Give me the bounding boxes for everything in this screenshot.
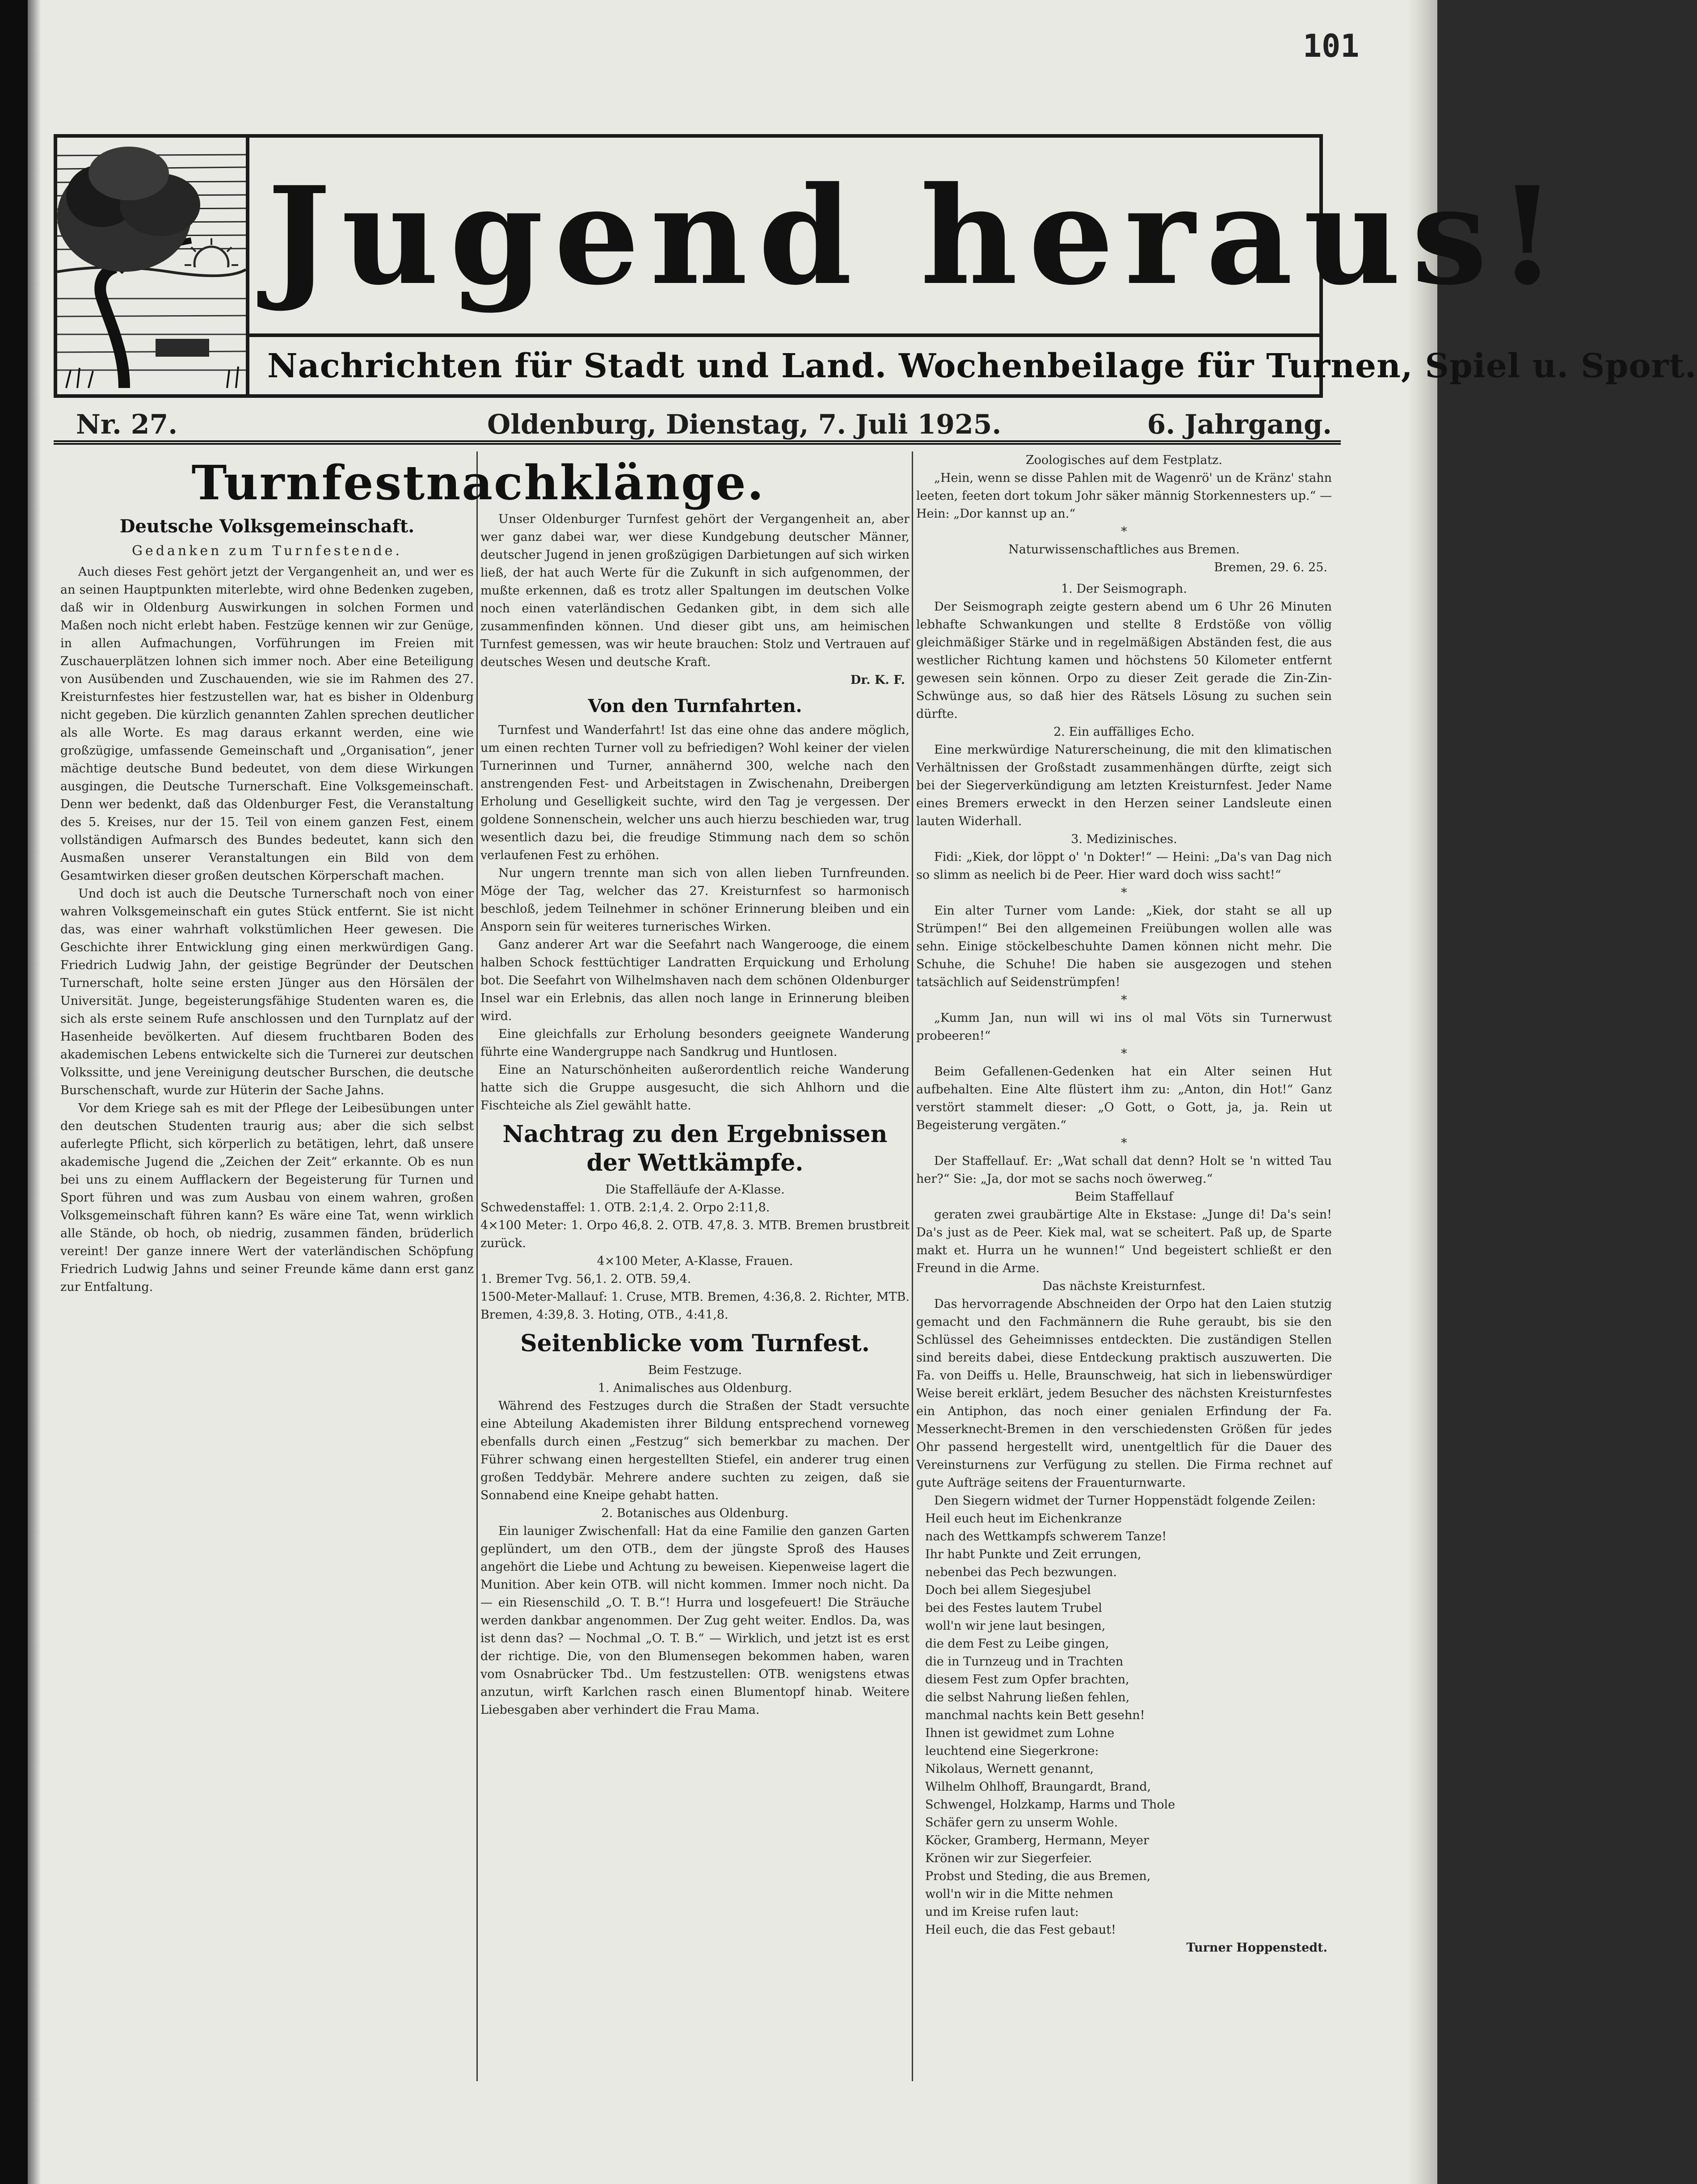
poem-line: manchmal nachts kein Bett gesehn! [925,1708,1145,1722]
article-subtitle: Beim Festzuge. [648,1363,742,1377]
issue-number: Nr. 27. [76,409,178,440]
article-title: Deutsche Volksgemeinschaft. [119,516,415,537]
anecdote: Ein alter Turner vom Lande: „Kiek, dor staht se all up Strümpen!“ Bei den allgemeinen Freiübungen wollen alle was sehn. Einige stöckelbeschuhte Damen können nicht mehr. Die Schuhe, die Schuhe! Die haben sie ausgezogen und stehen tatsächlich auf Seidenstrümpfen! [916,904,1332,989]
gutter-shadow [28,0,41,2184]
poem-line: Ihnen ist gewidmet zum Lohne [925,1726,1115,1740]
section-heading: 1. Der Seismograph. [1061,582,1187,596]
poem-line: die selbst Nahrung ließen fehlen, [925,1691,1130,1704]
star-divider: * [1121,525,1127,539]
article-paragraph: Turnfest und Wanderfahrt! Ist das eine ohne das andere möglich, um einen rechten Turner voll zu befriedigen? Wohl keiner der vielen Turnerinnen und Turner, annähernd 300, welche nach den anstrengenden Fest- und Arbeitstagen in Zwischenahn, Dreibergen Erholung und Geselligkeit suchte, wird den Tag je vergessen. Der goldene Sonnenschein, welcher uns auch hierzu beschieden war, trug wesentlich dazu bei, die freudige Stimmung nach dem so schön verlaufenen Fest zu erhöhen. [480,723,910,862]
poem-line: Heil euch heut im Eichenkranze [925,1512,1122,1526]
section-heading: Das nächste Kreisturnfest. [1042,1279,1206,1293]
book-spine-shadow [0,0,28,2184]
results-list [480,1199,910,1324]
poem-signature: Turner Hoppenstedt. [1186,1941,1327,1955]
result-line: 1500-Meter-Mallauf: 1. Cruse, MTB. Bremen, 4:36,8. 2. Richter, MTB. Bremen, 4:39,8. 3. Hoting, OTB., 4:41,8. [480,1290,910,1322]
article-paragraph: „Hein, wenn se disse Pahlen mit de Wagenrö' un de Kränz' stahn leeten, feeten dort tokum Johr säker männig Storkennesters up.“ — Hein: „Dor kannst up an.“ [916,471,1332,521]
poem-line: Köcker, Gramberg, Hermann, Meyer [925,1834,1149,1847]
section-heading: 2. Botanisches aus Oldenburg. [601,1506,789,1520]
article-paragraph: Der Seismograph zeigte gestern abend um 6 Uhr 26 Minuten lebhafte Schwankungen und stellte 8 Erdstöße von völlig gleichmäßiger Stärke und in regelmäßigen Abständen fest, die aus westlicher Richtung kamen und höchstens 50 Kilometer entfernt gewesen sein können. Orpo zu dieser Zeit gerade die Zin-Zin-Schwünge aus, so daß hier des Rätsels Lösung zu suchen sein dürfte. [916,600,1332,721]
star-divider: * [1121,886,1127,900]
article-paragraph: Fidi: „Kiek, dor löppt o' 'n Dokter!“ — Heini: „Da's van Dag nich so slimm as neelich bi de Peer. Hier ward doch wiss sacht!“ [916,850,1332,882]
poem-line: Doch bei allem Siegesjubel [925,1583,1091,1597]
newspaper-title: Jugend heraus! [267,157,1568,315]
issue-rule [54,440,1341,445]
poem-line: woll'n wir in die Mitte nehmen [925,1887,1113,1901]
star-divider: * [1121,1136,1127,1150]
section-heading: 3. Medizinisches. [1071,832,1177,846]
issue-date: Oldenburg, Dienstag, 7. Juli 1925. [487,409,1002,440]
article-title: Seitenblicke vom Turnfest. [520,1330,870,1357]
poem-line: Probst und Steding, die aus Bremen, [925,1869,1151,1883]
article-paragraph: Nur ungern trennte man sich von allen lieben Turnfreunden. Möge der Tag, welcher das 27. Kreisturnfest so harmonisch beschloß, jedem Teilnehmer in schöner Erinnerung bleiben und ein Ansporn sein für weiteres turnerisches Wirken. [480,866,910,934]
anecdote: Beim Gefallenen-Gedenken hat ein Alter seinen Hut aufbehalten. Eine Alte flüstert ihm zu: „Anton, din Hot!“ Ganz verstört stammelt dieser: „O Gott, o Gott, ja, ja. Rein ut Begeisterung vergäten.“ [916,1065,1332,1132]
tree-landscape-illustration [57,138,246,394]
poem-line: bei des Festes lautem Trubel [925,1601,1102,1615]
article-paragraph: geraten zwei graubärtige Alte in Ekstase: „Junge di! Da's sein! Da's just as de Peer. Kiek mal, wat se scheitert. Paß up, de Sparte makt et. Hurra un he wunnen!“ Und begeistert schließt er den Freund in die Arme. [916,1208,1332,1275]
section-heading: Zoologisches auf dem Festplatz. [1026,453,1222,467]
poem-line: Nikolaus, Wernett genannt, [925,1762,1094,1776]
column-divider [912,451,913,2081]
section-heading: 2. Ein auffälliges Echo. [1053,725,1195,739]
section-heading: Naturwissenschaftliches aus Bremen. [1008,543,1240,557]
poem-line: Schäfer gern zu unserm Wohle. [925,1816,1118,1830]
result-line: 1. Bremer Tvg. 56,1. 2. OTB. 59,4. [480,1272,691,1286]
result-line: 4×100 Meter: 1. Orpo 46,8. 2. OTB. 47,8. 3. MTB. Bremen brustbreit zurück. [480,1218,910,1250]
dateline: Bremen, 29. 6. 25. [1214,561,1327,574]
result-line: 4×100 Meter, A-Klasse, Frauen. [597,1254,793,1268]
article-title: Nachtrag zu den Ergebnissen der Wettkämpfe. [502,1121,888,1176]
article-subtitle: Gedanken zum Turnfestende. [132,543,402,559]
article-paragraph: Ganz anderer Art war die Seefahrt nach Wangerooge, die einem halben Schock festtüchtiger Landratten Erquickung und Erholung bot. Die Seefahrt von Wilhelmshaven nach dem schönen Oldenburger Insel war ein Erlebnis, das allen noch lange in Erinnerung bleiben wird. [480,938,910,1023]
page-number: 101 [1303,28,1360,64]
section-heading: Beim Staffellauf [1075,1190,1173,1204]
column-2 [480,451,910,2081]
anecdote: Der Staffellauf. Er: „Wat schall dat denn? Holt se 'n witted Tau her?“ Sie: „Ja, dor mot se sachs noch öwerweg.“ [916,1154,1332,1186]
article-paragraph: Ein launiger Zwischenfall: Hat da eine Familie den ganzen Garten geplündert, um den OTB., dem der jüngste Sproß des Hauses angehört die Liebe und Achtung zu beweisen. Kiepenweise lagert die Munition. Aber kein OTB. will nicht kommen. Immer noch nicht. Da — ein Riesenschild „O. T. B.“! Hurra und losgefeuert! Die Sträuche werden dankbar angenommen. Der Zug geht weiter. Endlos. Da, was ist denn das? — Nochmal „O. T. B.“ — Wirklich, und jetzt ist es erst der richtige. Die, von den Blumensegen bekommen haben, waren vom Osnabrücker Tbd.. Um festzustellen: OTB. wenigstens etwas anzutun, wirft Karlchen rasch einen Blumentopf hinab. Weitere Liebesgaben aber verhindert die Frau Mama. [480,1524,910,1717]
column-divider [476,451,478,2081]
poem-line: und im Kreise rufen laut: [925,1905,1079,1919]
issue-volume: 6. Jahrgang. [1147,409,1332,440]
poem-line: Wilhelm Ohlhoff, Braungardt, Brand, [925,1780,1151,1794]
article-paragraph: Eine gleichfalls zur Erholung besonders geeignete Wanderung führte eine Wandergruppe nach Sandkrug und Huntlosen. [480,1027,910,1059]
article-paragraph: Und doch ist auch die Deutsche Turnerschaft noch von einer wahren Volksgemeinschaft ein gutes Stück entfernt. Sie ist nicht das, was einer wahrhaft volkstümlichen Heer gewesen. Die Geschichte ihrer Entwicklung ging einen merkwürdigen Gang. Friedrich Ludwig Jahn, der geistige Begründer der Deutschen Turnerschaft, holte seine ersten Jünger aus den Hörsälen der Universität. Junge, begeisterungsfähige Studenten waren es, die sich als erste seinem Rufe anschlossen und den Turnplatz auf der Hasenheide bevölkerten. Auf diesem fruchtbaren Boden des akademischen Lebens entwickelte sich die Turnerei zur deutschen Volkssitte, und jene Vereinigung deutscher Burschen, die deutsche Burschenschaft, wurde zur Hüterin der Sache Jahns. [60,887,474,1097]
article-paragraph: Eine merkwürdige Naturerscheinung, die mit den klimatischen Verhältnissen der Großstadt zusammenhängen dürfte, zeigt sich bei der Siegerverkündigung am letzten Kreisturnfest. Jeder Name eines Bremers erweckt in den Herzen seiner Landsleute einen lauten Widerhall. [916,743,1332,828]
results-intro: Die Staffelläufe der A-Klasse. [605,1183,785,1197]
poem-line: die dem Fest zu Leibe gingen, [925,1637,1109,1651]
poem-line: Heil euch, die das Fest gebaut! [925,1923,1116,1937]
star-divider: * [1121,1047,1127,1061]
poem-line: leuchtend eine Siegerkrone: [925,1744,1099,1758]
section-heading: 1. Animalisches aus Oldenburg. [598,1381,792,1395]
page-edge [1408,0,1437,2184]
masthead-tree-illustration [57,138,249,394]
poem-line: Schwengel, Holzkamp, Harms und Thole [925,1798,1175,1812]
poem-line: Krönen wir zur Siegerfeier. [925,1851,1092,1865]
article-paragraph: Auch dieses Fest gehört jetzt der Vergangenheit an, und wer es an seinen Hauptpunkten miterlebte, wird ohne Bedenken zugeben, daß wir in Oldenburg Auswirkungen in solchen Formen und Maßen noch nicht erlebt haben. Festzüge kennen wir zur Genüge, in allen Aufmachungen, Vorführungen im Freien mit Zuschauerplätzen lohnen sich immer noch. Aber eine Beteiligung von Ausübenden und Zuschauenden, wie sie im Rahmen des 27. Kreisturnfestes hier festzustellen war, hat es bisher in Oldenburg nicht gegeben. Die kürzlich genannten Zahlen sprechen deutlicher als alle Worte. Es mag daraus erkannt werden, eine wie großzügige, umfassende Gemeinschaft und „Organisation“, jener mächtige deutsche Bund bedeutet, von dem diese Wirkungen ausgingen, die Deutsche Turnerschaft. Eine Volksgemeinschaft. Denn wer bedenkt, daß das Oldenburger Fest, die Veranstaltung des 5. Kreises, nur der 15. Teil von einem ganzen Fest, einem vollständigen Aufmarsch des Bundes bedeutet, kann sich den Ausmaßen unserer Veranstaltungen ein Bild von dem Gesamtwirken dieser großen deutschen Körperschaft machen. [60,565,474,883]
poem-line: nach des Wettkampfs schwerem Tanze! [925,1530,1167,1543]
newspaper-subtitle: Nachrichten für Stadt und Land. Wochenbeilage für Turnen, Spiel u. Sport. [267,347,1697,385]
anecdote: „Kumm Jan, nun will wi ins ol mal Vöts sin Turnerwust probeeren!“ [916,1011,1332,1043]
headline-spacer [480,451,910,510]
star-divider: * [1121,993,1127,1007]
poem-line: Ihr habt Punkte und Zeit errungen, [925,1547,1141,1561]
article-title: Von den Turnfahrten. [588,696,802,717]
poem-line: diesem Fest zum Opfer brachten, [925,1673,1129,1686]
masthead [54,134,1697,398]
article-paragraph: Unser Oldenburger Turnfest gehört der Vergangenheit an, aber wer ganz dabei war, wer diese Kundgebung deutscher Männer, deutscher Jugend in jenen großzügigen Darbietungen auf sich wirken ließ, der hat auch Werte für die Zukunft in sich aufgenommen, der mußte erkennen, daß es trotz aller Spaltungen im deutschen Volke noch einen vaterländischen Gedanken gibt, in dem sich alle zusammenfinden können. Und dieser gibt uns, am heimischen Turnfest gemessen, was wir heute brauchen: Stolz und Vertrauen auf deutsches Wesen und deutsche Kraft. [480,512,910,669]
main-headline: Turnfestnachklänge. [191,455,765,510]
article-paragraph: Während des Festzuges durch die Straßen der Stadt versuchte eine Abteilung Akademisten ihrer Bildung entsprechend vorneweg ebenfalls durch einen „Festzug“ sich bemerkbar zu machen. Der Führer schwang einen hergestellten Stiefel, ein anderer trug einen großen Teddybär. Mehrere andere suchten zu zeigen, daß sie Sonnabend eine Kneipe gehabt hatten. [480,1399,910,1502]
article-paragraph: Eine an Naturschönheiten außerordentlich reiche Wanderung hatte sich die Gruppe ausgesucht, die sich Ahlhorn und die Fischteiche als Ziel gewählt hatte. [480,1063,910,1113]
article-paragraph: Das hervorragende Abschneiden der Orpo hat den Laien stutzig gemacht und den Fachmännern die Ruhe geraubt, bis sie den Schlüssel des Geheimnisses entdeckten. Die zuständigen Stellen sind bereits dabei, diese Entdeckung praktisch auszuwerten. Die Fa. von Deiffs u. Helle, Braunschweig, hat sich in liebenswürdiger Weise bereit erklärt, jedem Besucher des nächsten Kreisturnfestes ein Antiphon, das noch einer genialen Erfindung der Fa. Messerknecht-Bremen in den verschiedensten Größen für jedes Ohr passend hergestellt wird, unentgeltlich für die Dauer des Vereinsturnens zur Verfügung zu stellen. Die Firma rechnet auf gute Aufträge seitens der Frauenturnwarte. [916,1297,1332,1490]
poem-line: die in Turnzeug und in Trachten [925,1655,1124,1669]
poem [916,1510,1332,1939]
result-line: Schwedenstaffel: 1. OTB. 2:1,4. 2. Orpo 2:11,8. [480,1201,770,1214]
poem-line: nebenbei das Pech bezwungen. [925,1565,1117,1579]
article-paragraph: Vor dem Kriege sah es mit der Pflege der Leibesübungen unter den deutschen Studenten traurig aus; aber die sich selbst auferlegte Pflicht, sich körperlich zu betätigen, lehrt, daß unsere akademische Jugend die „Zeichen der Zeit“ erkannte. Ob es nun bei uns zu einem Aufflackern der Begeisterung für Turnen und Sport führen und was zum Ausbau von einem wahren, großen Volksgemeinschaft führen kann? Es wäre eine Tat, wenn wirklich alle Stände, ob hoch, ob niedrig, zusammen fänden, brüderlich vereint! Der ganze innere Wert der vaterländischen Schöpfung Friedrich Ludwig Jahns und seiner Freunde käme dann erst ganz zur Entfaltung. [60,1101,474,1294]
masthead-divider [249,333,1319,337]
issue-line [76,405,1332,445]
column-3 [916,451,1332,2081]
poem-line: woll'n wir jene laut besingen, [925,1619,1106,1633]
article-signature: Dr. K. F. [850,673,905,687]
poem-intro: Den Siegern widmet der Turner Hoppenstädt folgende Zeilen: [934,1494,1316,1508]
